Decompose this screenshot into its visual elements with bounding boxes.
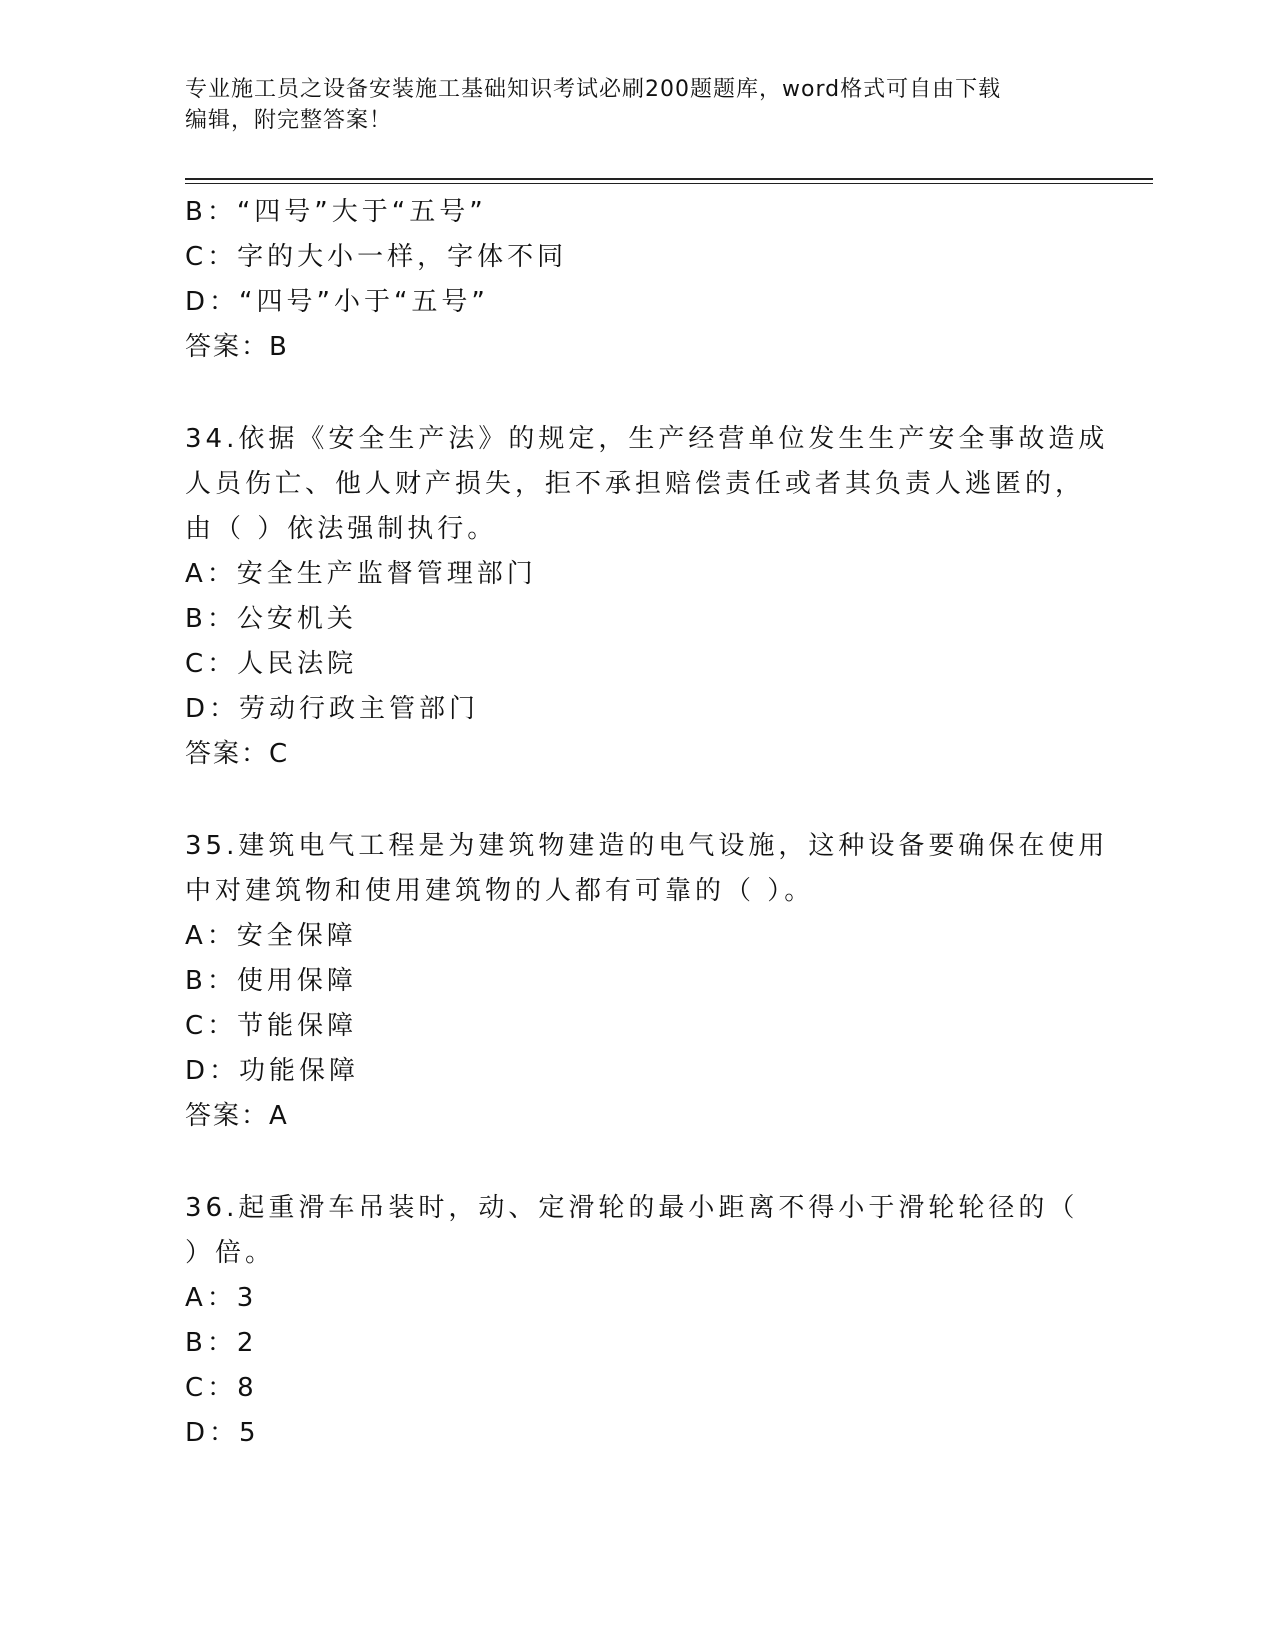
question-text-line: 由（ ）依法强制执行。 [185, 514, 498, 544]
option-a: A：安全保障 [185, 921, 357, 951]
option-c: C：人民法院 [185, 649, 358, 679]
question-text-line: ）倍。 [185, 1238, 276, 1268]
spacer [185, 1139, 1085, 1186]
question-text-line: 人员伤亡、他人财产损失，拒不承担赔偿责任或者其负责人逃匿的， [185, 469, 1086, 499]
option-b: B：2 [185, 1328, 258, 1358]
header-title-line1: 专业施工员之设备安装施工基础知识考试必刷200题题库，word格式可自由下载 [185, 77, 1002, 102]
answer-line: 答案：B [185, 332, 289, 362]
question-text-line: 36.起重滑车吊装时，动、定滑轮的最小距离不得小于滑轮轮径的（ [185, 1193, 1079, 1223]
option-b: B：公安机关 [185, 604, 357, 634]
option-a: A：安全生产监督管理部门 [185, 559, 537, 589]
question-text-line: 35.建筑电气工程是为建筑物建造的电气设施，这种设备要确保在使用 [185, 831, 1109, 861]
option-d: D：劳动行政主管部门 [185, 694, 480, 724]
option-d: D：5 [185, 1418, 260, 1448]
question-35 [185, 824, 1109, 1139]
header-title-line2: 编辑，附完整答案！ [185, 108, 393, 133]
option-c: C：节能保障 [185, 1011, 358, 1041]
option-d: D：功能保障 [185, 1056, 360, 1086]
option-d: D：“四号”小于“五号” [185, 287, 489, 317]
question-text-line: 中对建筑物和使用建筑物的人都有可靠的（ ）。 [185, 876, 815, 906]
option-b: B：使用保障 [185, 966, 357, 996]
answer-line: 答案：C [185, 739, 290, 769]
question-33-continued [185, 190, 1085, 370]
answer-line: 答案：A [185, 1101, 289, 1131]
question-36 [185, 1186, 1085, 1456]
question-34 [185, 417, 1109, 777]
spacer [185, 370, 1085, 417]
option-c: C：8 [185, 1373, 258, 1403]
document-header [185, 74, 1065, 136]
option-b: B：“四号”大于“五号” [185, 197, 487, 227]
question-text-line: 34.依据《安全生产法》的规定，生产经营单位发生生产安全事故造成 [185, 424, 1109, 454]
spacer [185, 777, 1085, 824]
header-divider-thick [185, 178, 1153, 180]
header-divider-thin [185, 183, 1153, 184]
question-list [185, 190, 1109, 1456]
option-a: A：3 [185, 1283, 258, 1313]
option-c: C：字的大小一样，字体不同 [185, 242, 568, 272]
